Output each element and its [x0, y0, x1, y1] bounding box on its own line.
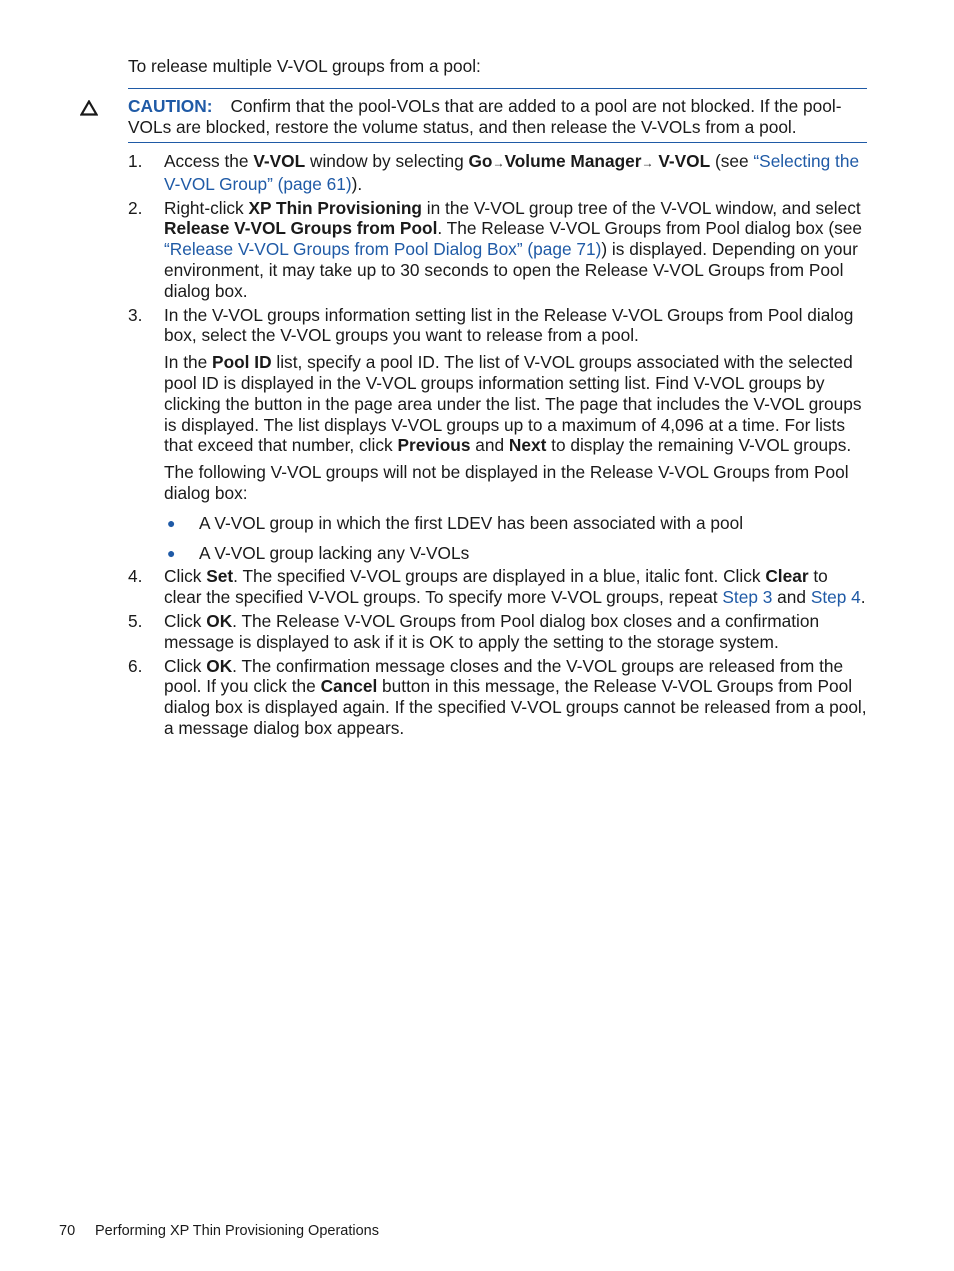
cross-reference-link[interactable]: “Release V-VOL Groups from Pool Dialog Box” (page 71) — [164, 239, 602, 260]
step-number: 5. — [128, 610, 143, 631]
ui-term: Previous — [397, 435, 471, 456]
ui-term: OK — [206, 610, 233, 631]
text-run: Access the — [164, 151, 254, 171]
step-2 — [128, 198, 868, 302]
text-run: . The confirmation message closes and the V-VOL groups are released from the pool. If you click the — [164, 655, 844, 697]
ui-term: Set — [206, 566, 234, 587]
ui-term: Volume Manager — [504, 151, 642, 171]
ui-term: Go — [468, 151, 493, 171]
step-3-link[interactable]: Step 3 — [722, 587, 773, 608]
step-text — [164, 656, 868, 739]
step-text — [164, 566, 868, 608]
step-4-link[interactable]: Step 4 — [810, 587, 861, 608]
ui-term: Release V-VOL Groups from Pool — [164, 218, 438, 239]
text-run: In the — [164, 352, 213, 373]
ui-term: V-VOL — [658, 151, 711, 171]
step-1 — [128, 151, 868, 195]
footer-section-title: Performing XP Thin Provisioning Operations — [95, 1223, 379, 1239]
text-run: Right-click — [164, 197, 249, 218]
step-text: In the V-VOL groups information setting list in the Release V-VOL Groups from Pool dialog box, select the V-VOL groups you want to release from a pool. — [164, 304, 854, 346]
ui-term: Next — [508, 435, 547, 456]
ui-term: Pool ID — [212, 352, 272, 373]
ui-term: OK — [206, 655, 233, 676]
bullet-list — [164, 513, 868, 564]
text-run: list, specify a pool ID. The list of V-VOL groups associated with the selected pool ID is displayed in the V-VOL groups information setting list. Find V-VOL groups by clicking the button in the page area under the list. The page that includes the V-VOL groups is displayed. The list displays V-VOL groups up to a maximum of 4,096 at a time. For lists that exceed that number, click — [164, 352, 862, 456]
step-text — [164, 151, 868, 195]
ui-term: Cancel — [320, 676, 378, 697]
caution-box — [128, 88, 867, 143]
text-run: window by selecting — [305, 151, 469, 171]
step-number: 6. — [128, 655, 143, 676]
step-number: 4. — [128, 566, 143, 587]
text-run: Click — [164, 566, 207, 587]
text-run: . The Release V-VOL Groups from Pool dialog box closes and a confirmation message is displayed to ask if it is OK to apply the setting to the storage system. — [164, 610, 820, 652]
list-item — [164, 543, 868, 564]
text-run: to display the remaining V-VOL groups. — [546, 435, 852, 456]
text-run: . The specified V-VOL groups are displayed in a blue, italic font. Click — [233, 566, 766, 587]
list-item-text: A V-VOL group in which the first LDEV has been associated with a pool — [199, 512, 744, 533]
step-3 — [128, 305, 868, 564]
text-run: and — [470, 435, 509, 456]
list-item-text: A V-VOL group lacking any V-VOLs — [199, 542, 470, 563]
procedure-steps — [128, 151, 868, 739]
page-number: 70 — [59, 1223, 76, 1239]
arrow-icon: → — [492, 156, 505, 170]
bullet-dot-icon: ● — [167, 514, 176, 531]
cross-reference-link[interactable]: “Selecting the V-VOL Group” (page 61) — [164, 151, 860, 194]
step-number: 3. — [128, 304, 143, 325]
step-4 — [128, 566, 868, 608]
text-run: . — [860, 587, 866, 608]
list-item — [164, 513, 868, 534]
step-6 — [128, 656, 868, 739]
step-5 — [128, 611, 868, 653]
text-run: (see — [710, 151, 754, 171]
text-run: to clear the specified V-VOL groups. To specify more V-VOL groups, repeat — [164, 566, 828, 608]
step-text — [164, 198, 868, 302]
intro-text: To release multiple V-VOL groups from a pool: — [128, 56, 481, 76]
text-run: button in this message, the Release V-VOL Groups from Pool dialog box is displayed again. If the specified V-VOL groups cannot be released from a pool, a message dialog box appears. — [164, 676, 867, 738]
page-footer — [59, 1222, 659, 1240]
ui-term: V-VOL — [253, 151, 306, 171]
text-run: Click — [164, 655, 207, 676]
arrow-icon: → — [641, 156, 654, 170]
ui-term: XP Thin Provisioning — [248, 197, 422, 218]
caution-label: CAUTION: — [128, 96, 213, 116]
bullet-dot-icon: ● — [167, 544, 176, 561]
step-number: 1. — [128, 151, 143, 171]
text-run: and — [772, 587, 811, 608]
caution-text: Confirm that the pool-VOLs that are added to a pool are not blocked. If the pool-VOLs are blocked, restore the volume status, and then release the V-VOLs from a pool. — [128, 96, 842, 137]
step-paragraph: The following V-VOL groups will not be displayed in the Release V-VOL Groups from Pool dialog box: — [164, 462, 849, 503]
step-text — [164, 611, 868, 653]
text-run: ). — [351, 173, 363, 194]
step-number: 2. — [128, 197, 143, 218]
ui-term: Clear — [765, 566, 809, 587]
text-run: . The Release V-VOL Groups from Pool dialog box (see — [437, 218, 862, 239]
step-paragraph — [164, 352, 868, 456]
text-run: in the V-VOL group tree of the V-VOL window, and select — [421, 197, 861, 218]
text-run: ) is displayed. Depending on your environment, it may take up to 30 seconds to open the Release V-VOL Groups from Pool dialog box. — [164, 239, 858, 301]
warning-triangle-icon — [80, 100, 98, 116]
text-run: Click — [164, 610, 207, 631]
